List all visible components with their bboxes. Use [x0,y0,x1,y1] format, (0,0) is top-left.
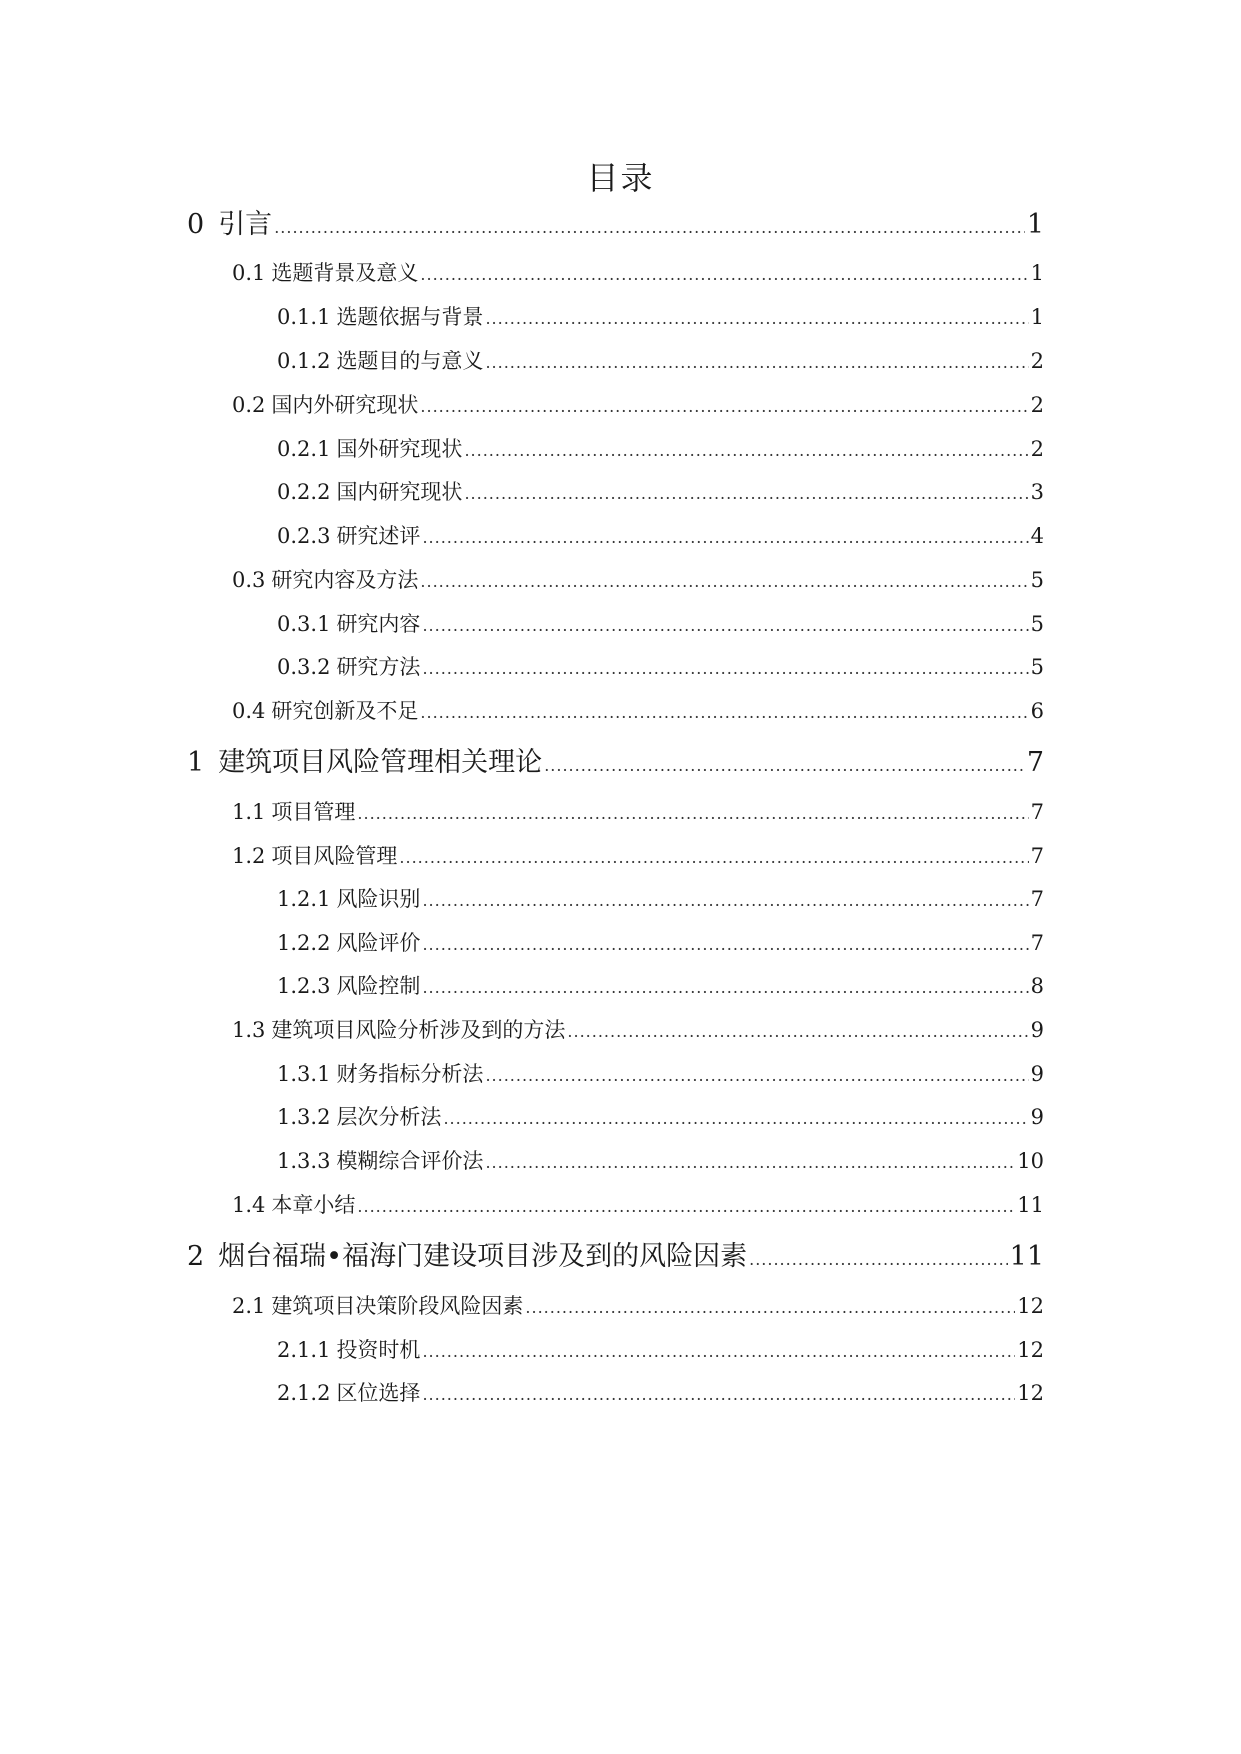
toc-entry-page-number: 8 [1030,974,1044,998]
toc-entry-number: 1.2.2 [277,931,331,955]
toc-entry-number: 1.3.2 [277,1105,331,1129]
toc-entry[interactable] [277,1101,1044,1133]
toc-entry-number: 1.3 [232,1018,266,1042]
dot-leader [399,842,1028,874]
dot-leader [422,522,1028,554]
toc-entry-label: 层次分析法 [336,1105,442,1129]
dot-leader [420,566,1028,598]
toc-entry-label: 烟台福瑞•福海门建设项目涉及到的风险因素 [218,1241,748,1272]
dot-leader [544,746,1025,786]
dot-leader [422,972,1028,1004]
dot-leader [420,697,1028,729]
toc-entry-page-number: 9 [1030,1105,1044,1129]
dot-leader [357,1191,1015,1223]
dot-leader [422,1336,1015,1368]
toc-entry-number: 0.1.1 [277,305,331,329]
page-title: 目录 [586,159,655,197]
toc-entry-label: 研究方法 [336,655,421,679]
toc-entry-number: 1 [187,747,205,778]
toc-entry[interactable] [277,1334,1044,1366]
toc-entry[interactable] [277,883,1044,915]
toc-entry-page-number: 11 [1009,1241,1044,1272]
toc-entry[interactable] [277,520,1044,552]
toc-entry-page-number: 1 [1030,305,1044,329]
toc-entry[interactable] [277,476,1044,508]
toc-entry-number: 0.2.3 [277,524,331,548]
toc-entry[interactable] [277,433,1044,465]
dot-leader [485,1060,1028,1092]
toc-entry-label: 区位选择 [336,1381,421,1405]
dot-leader [357,798,1028,830]
dot-leader [274,208,1025,248]
dot-leader [422,653,1028,685]
toc-entry[interactable] [277,345,1044,377]
toc-entry[interactable] [232,1290,1044,1322]
dot-leader [485,347,1028,379]
dot-leader [443,1103,1028,1135]
toc-entry-number: 1.3.1 [277,1062,331,1086]
toc-entry-label: 国内研究现状 [336,480,463,504]
toc-entry[interactable] [232,1014,1044,1046]
toc-entry-number: 0 [187,209,205,240]
toc-entry-label: 选题背景及意义 [271,261,419,285]
toc-entry-page-number: 7 [1026,747,1044,778]
toc-entry-page-number: 12 [1017,1338,1044,1362]
toc-entry-page-number: 2 [1030,349,1044,373]
toc-entry-number: 1.2.3 [277,974,331,998]
toc-entry-number: 0.1 [232,261,266,285]
toc-entry-label: 选题目的与意义 [336,349,484,373]
toc-entry-number: 0.2.1 [277,437,331,461]
toc-entry-label: 项目管理 [271,800,356,824]
toc-entry-number: 0.2.2 [277,480,331,504]
toc-entry-label: 引言 [218,209,273,240]
dot-leader [420,391,1028,423]
toc-entry-number: 1.1 [232,800,266,824]
toc-entry-page-number: 1 [1030,261,1044,285]
toc-entry-page-number: 12 [1017,1381,1044,1405]
toc-entry-label: 投资时机 [336,1338,421,1362]
toc-entry-number: 0.4 [232,699,266,723]
toc-entry[interactable] [232,257,1044,289]
dot-leader [485,303,1028,335]
toc-entry-page-number: 9 [1030,1018,1044,1042]
dot-leader [525,1292,1015,1324]
toc-entry-label: 研究述评 [336,524,421,548]
toc-entry-page-number: 4 [1030,524,1044,548]
toc-entry-page-number: 3 [1030,480,1044,504]
toc-entry[interactable] [187,743,1044,783]
toc-entry-label: 风险识别 [336,887,421,911]
toc-entry-label: 本章小结 [271,1193,356,1217]
toc-entry-label: 风险控制 [336,974,421,998]
toc-entry[interactable] [187,1237,1044,1277]
dot-leader [422,610,1028,642]
toc-entry-number: 0.2 [232,393,266,417]
toc-entry-label: 建筑项目风险管理相关理论 [218,747,543,778]
toc-entry-page-number: 7 [1030,931,1044,955]
toc-entry-number: 0.3.2 [277,655,331,679]
toc-entry-number: 2 [187,1241,205,1272]
toc-entry-page-number: 12 [1017,1294,1044,1318]
toc-entry-page-number: 9 [1030,1062,1044,1086]
toc-entry[interactable] [232,840,1044,872]
toc-entry-number: 1.3.3 [277,1149,331,1173]
toc-entry-label: 建筑项目风险分析涉及到的方法 [271,1018,566,1042]
toc-entry[interactable] [277,1058,1044,1090]
toc-entry[interactable] [232,564,1044,596]
toc-entry[interactable] [277,970,1044,1002]
toc-entry-page-number: 2 [1030,437,1044,461]
toc-entry-page-number: 6 [1030,699,1044,723]
toc-entry-number: 1.2 [232,844,266,868]
toc-entry-page-number: 2 [1030,393,1044,417]
toc-entry-label: 研究内容 [336,612,421,636]
toc-entry-label: 选题依据与背景 [336,305,484,329]
toc-entry-number: 2.1 [232,1294,266,1318]
toc-entry-label: 国内外研究现状 [271,393,419,417]
toc-entry[interactable] [187,205,1044,245]
toc-entry-page-number: 7 [1030,844,1044,868]
toc-entry-number: 2.1.1 [277,1338,331,1362]
toc-entry[interactable] [277,608,1044,640]
toc-entry-number: 0.3 [232,568,266,592]
toc-entry-page-number: 7 [1030,887,1044,911]
toc-entry[interactable] [232,1189,1044,1221]
toc-entry-label: 模糊综合评价法 [336,1149,484,1173]
dot-leader [749,1240,1008,1280]
toc-entry-label: 研究创新及不足 [271,699,419,723]
toc-entry-label: 项目风险管理 [271,844,398,868]
toc-entry-label: 财务指标分析法 [336,1062,484,1086]
toc-entry-number: 1.2.1 [277,887,331,911]
toc-entry-label: 风险评价 [336,931,421,955]
toc-entry[interactable] [277,1145,1044,1177]
dot-leader [464,478,1028,510]
toc-entry[interactable] [232,796,1044,828]
toc-entry-page-number: 1 [1026,209,1044,240]
toc-entry-label: 建筑项目决策阶段风险因素 [271,1294,524,1318]
toc-entry-page-number: 5 [1030,568,1044,592]
toc-entry-number: 1.4 [232,1193,266,1217]
dot-leader [422,1379,1015,1411]
toc-entry-number: 2.1.2 [277,1381,331,1405]
toc-entry[interactable] [232,389,1044,421]
toc-entry-page-number: 7 [1030,800,1044,824]
dot-leader [464,435,1028,467]
dot-leader [422,885,1028,917]
toc-entry-number: 0.3.1 [277,612,331,636]
toc-entry-label: 研究内容及方法 [271,568,419,592]
toc-entry-number: 0.1.2 [277,349,331,373]
toc-entry[interactable] [277,301,1044,333]
dot-leader [567,1016,1028,1048]
toc-entry[interactable] [277,1377,1044,1409]
dot-leader [422,929,1028,961]
toc-entry-page-number: 10 [1017,1149,1044,1173]
toc-entry-page-number: 11 [1017,1193,1044,1217]
toc-entry[interactable] [277,651,1044,683]
dot-leader [420,259,1028,291]
dot-leader [485,1147,1015,1179]
toc-entry-page-number: 5 [1030,612,1044,636]
toc-entry[interactable] [232,695,1044,727]
toc-entry-label: 国外研究现状 [336,437,463,461]
toc-entry[interactable] [277,927,1044,959]
toc-entry-page-number: 5 [1030,655,1044,679]
